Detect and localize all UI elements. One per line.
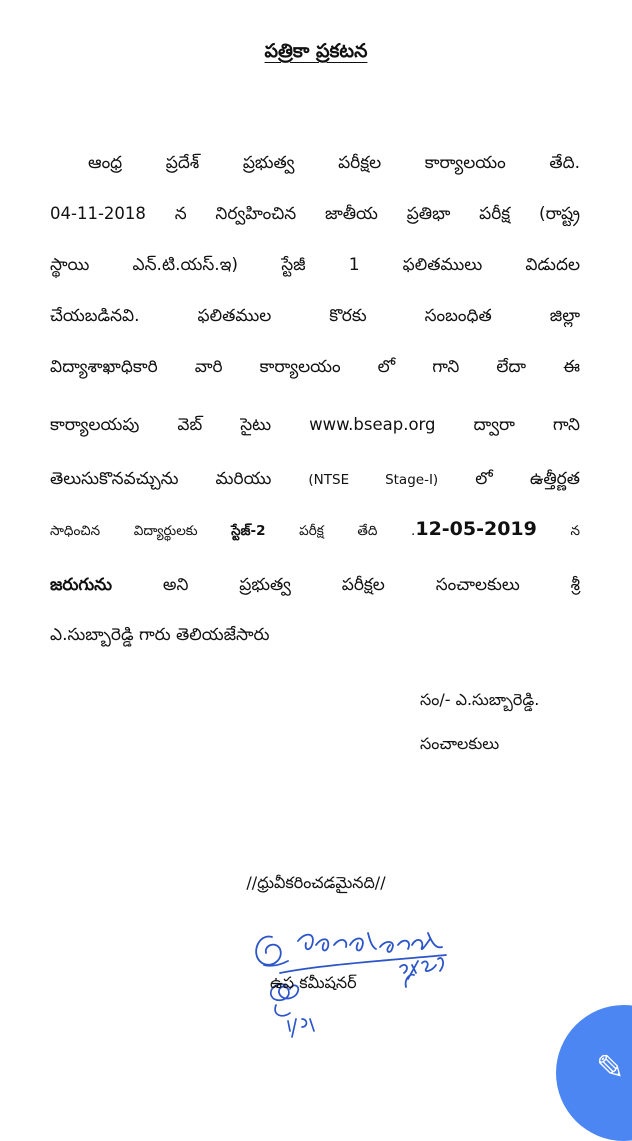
body-line: సాధించిన విద్యార్థులకు స్టేజ్-2 పరీక్ష తేది .12-05-2019 న [50, 518, 580, 540]
body-line: విద్యాశాఖాధికారి వారి కార్యాలయం లో గాని లేదా ఈ [50, 357, 580, 377]
body-line: 04-11-2018 న నిర్వహించిన జాతీయ ప్రతిభా పరీక్ష (రాష్ట్ర [50, 204, 580, 224]
body-line: ఎ.సుబ్బారెడ్డి గారు తెలియజేసారు [50, 625, 270, 645]
document-title [0, 40, 632, 67]
confirmation-text: //ధ్రువీకరించడమైనది// [246, 873, 386, 892]
title-text: పత్రికా ప్రకటన [264, 40, 368, 62]
signatory-title: సంచాలకులు [420, 734, 500, 753]
deputy-commissioner-title: ఉప కమీషనర్ [270, 973, 357, 992]
body-line: జరుగును అని ప్రభుత్వ పరీక్షల సంచాలకులు శ్రీ [50, 575, 580, 595]
body-line: ఆంధ్ర ప్రదేశ్ ప్రభుత్వ పరీక్షల కార్యాలయం తేది. [88, 153, 580, 173]
stage2-date: 12-05-2019 [415, 518, 537, 540]
body-line: స్థాయి ఎన్.టి.యస్.ఇ) స్టేజీ 1 ఫలితములు విడుదల [50, 255, 580, 275]
edit-fab-button[interactable] [556, 1005, 632, 1141]
signatory-line: సం/- ఎ.సుబ్బారెడ్డి. [420, 690, 540, 709]
body-line: తెలుసుకొనవచ్చును మరియు (NTSE Stage-I) లో ఉత్తీర్ణత [50, 469, 580, 489]
body-line: కార్యాలయపు వెబ్ సైటు www.bseap.org ద్వారా గాని [50, 415, 580, 435]
body-line: చేయబడినవి. ఫలితముల కొరకు సంబంధిత జిల్లా [50, 306, 580, 326]
website-text: www.bseap.org [309, 415, 436, 434]
edit-pencil-icon: ✎ [596, 1048, 625, 1088]
